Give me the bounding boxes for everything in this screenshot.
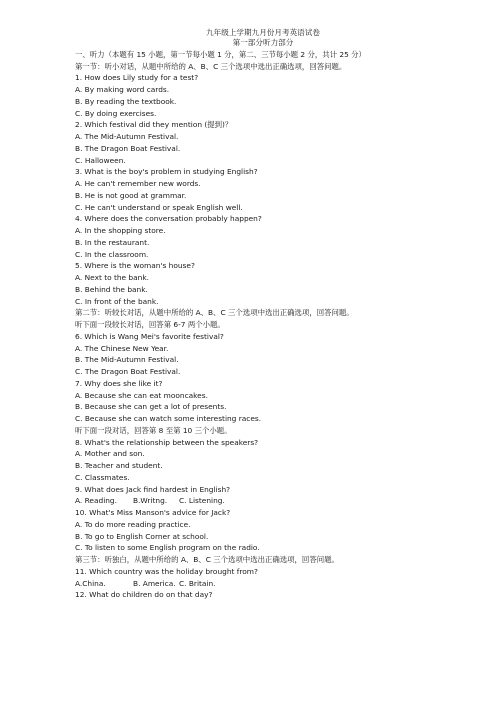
text-line: C. He can't understand or speak English well. (75, 202, 243, 212)
questions-block-2 (75, 507, 475, 578)
text-line: C. To listen to some English program on the radio. (75, 543, 260, 553)
text-line: A. The Mid-Autumn Festival. (75, 132, 179, 142)
text-line: B. The Dragon Boat Festival. (75, 143, 181, 153)
questions-block-3 (75, 589, 475, 601)
text-line: B. In the restaurant. (75, 237, 150, 247)
text-line: A. By making word cards. (75, 85, 170, 95)
text-line: C. Because she can watch some interesting races. (75, 414, 262, 424)
section-title: 第一部分听力部分 (232, 38, 294, 48)
q9-option-c: C. Listening. (179, 496, 225, 506)
questions-block-1 (75, 49, 475, 496)
text-line: 3. What is the boy's problem in studying English? (75, 167, 258, 177)
text-line: 9. What does Jack find hardest in English? (75, 484, 231, 494)
text-line: 10. What's Miss Manson's advice for Jack? (75, 508, 231, 518)
q11-options (75, 578, 475, 590)
text-line: 听下面一段对话，回答第 8 至第 10 三个小题。 (75, 425, 232, 435)
text-line: C. Classmates. (75, 472, 130, 482)
text-line: 4. Where does the conversation probably happen? (75, 214, 262, 224)
text-line: 5. Where is the woman's house? (75, 261, 195, 271)
text-line: B. The Mid-Autumn Festival. (75, 355, 179, 365)
exam-page (75, 28, 475, 601)
text-line: B. To go to English Corner at school. (75, 531, 209, 541)
text-line: C. In front of the bank. (75, 296, 159, 306)
text-line: 1. How does Lily study for a test? (75, 73, 199, 83)
q9-option-b: B.Writng. (133, 496, 168, 506)
text-line: B. Because she can get a lot of presents. (75, 402, 227, 412)
text-line: 7. Why does she like it? (75, 378, 163, 388)
text-line: B. Behind the bank. (75, 284, 148, 294)
text-line: B. He is not good at grammar. (75, 190, 187, 200)
text-line: C. Halloween. (75, 155, 126, 165)
q11-option-a: A.China. (75, 578, 106, 588)
text-line: 第三节：听独白，从题中所给的 A、B、C 三个选项中选出正确选项，回答问题。 (75, 555, 339, 565)
text-line: 听下面一段较长对话，回答第 6-7 两个小题。 (75, 320, 225, 330)
text-line: 11. Which country was the holiday brought from? (75, 566, 258, 576)
text-line: 第二节：听较长对话，从题中所给的 A、B、C 三个选项中选出正确选项，回答问题。 (75, 308, 354, 318)
exam-title: 九年级上学期九月份月考英语试卷 (206, 28, 320, 37)
q9-options (75, 495, 475, 507)
text-line: 6. Which is Wang Mei's favorite festival? (75, 331, 224, 341)
q11-option-c: C. Britain. (179, 578, 216, 588)
text-line: B. By reading the textbook. (75, 96, 177, 106)
text-line: 一、听力（本题有 15 小题，第一节每小题 1 分，第二、三节每小题 2 分，共计 25 分） (75, 49, 366, 59)
q9-option-a: A. Reading. (75, 496, 117, 506)
text-line: A. Next to the bank. (75, 273, 149, 283)
text-line: A. He can't remember new words. (75, 179, 201, 189)
text-line: B. Teacher and student. (75, 461, 163, 471)
text-line: C. The Dragon Boat Festival. (75, 367, 181, 377)
text-line: 8. What's the relationship between the speakers? (75, 437, 259, 447)
text-line: A. In the shopping store. (75, 226, 166, 236)
text-line: A. Mother and son. (75, 449, 145, 459)
text-line: A. The Chinese New Year. (75, 343, 169, 353)
text-line: A. To do more reading practice. (75, 519, 191, 529)
q11-option-b: B. America. (133, 578, 176, 588)
text-line: C. By doing exercises. (75, 108, 157, 118)
text-line: A. Because she can eat mooncakes. (75, 390, 208, 400)
text-line: 2. Which festival did they mention (提到)？ (75, 120, 233, 130)
text-line: 12. What do children do on that day? (75, 590, 213, 600)
text-line: 第一节：听小对话，从题中所给的 A、B、C 三个选项中选出正确选项，回答问题。 (75, 61, 347, 71)
text-line: C. In the classroom. (75, 249, 149, 259)
